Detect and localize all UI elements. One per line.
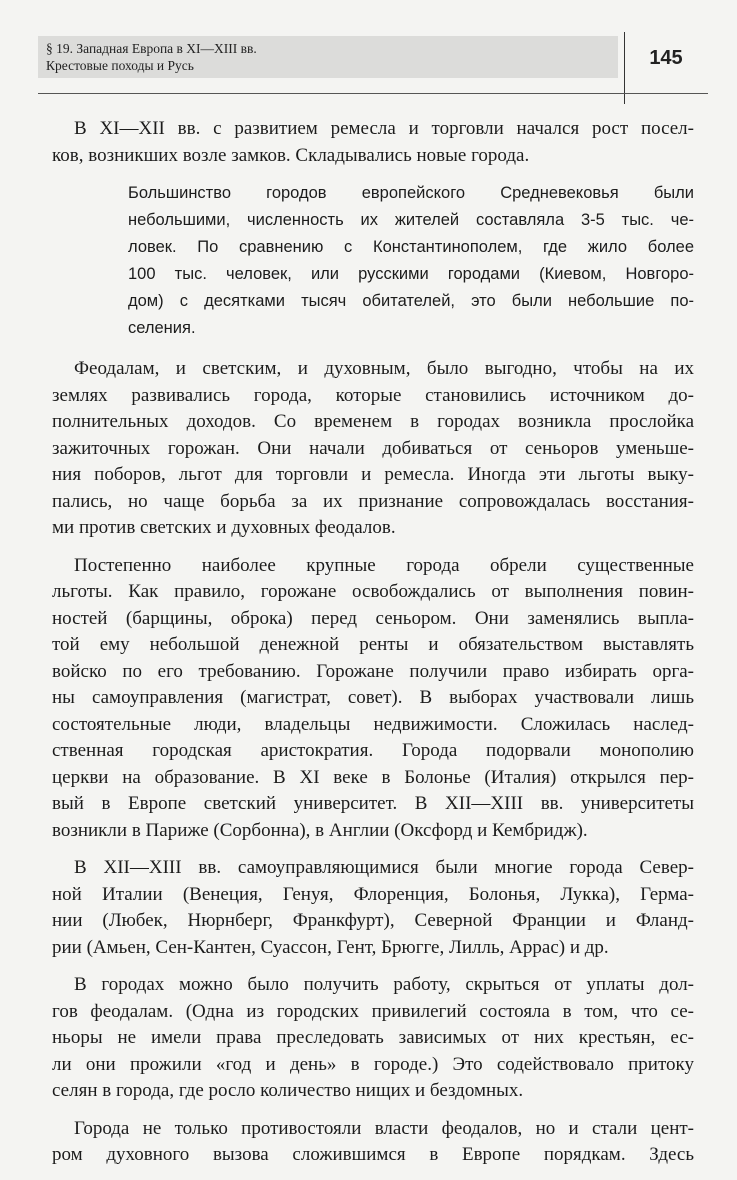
text-line: В XII—XIII вв. самоуправляющимися были многие города Север- [74,857,694,878]
header-rule [38,93,708,94]
callout-line: селения. [128,319,196,337]
text-line: церкви на образование. В XI веке в Болонье (Италия) открылся пер- [52,766,694,788]
callout-line: дом) с десятками тысяч обитателей, это были небольшие по- [128,292,694,310]
text-line: полнительных доходов. Со временем в городах возникла прослойка [52,411,694,432]
section-title: § 19. Западная Европа в XI—XIII вв. [46,41,257,56]
text-line: зажиточных горожан. Они начали добиваться от сеньоров уменьше- [52,437,694,459]
paragraph-selfgoverning-cities [52,855,694,961]
page-body [52,116,694,1180]
text-line: рии (Амьен, Сен-Кантен, Суассон, Гент, Брюгге, Лилль, Аррас) и др. [52,936,609,958]
text-line: возникли в Париже (Сорбонна), в Англии (Оксфорд и Кембридж). [52,819,588,841]
callout-line: 100 тыс. человек, или русскими городами (Киевом, Новгоро- [128,265,694,283]
text-line: ньоры не имели права преследовать зависимых от них крестьян, ес- [52,1027,694,1048]
text-line: ны самоуправления (магистрат, совет). В выборах участвовали лишь [52,687,694,708]
text-line: В XI—XII вв. с развитием ремесла и торговли начался рост посел- [74,118,694,139]
paragraph-privileges [52,553,694,845]
text-line: пались, но чаще борьба за их признание сопровождалась восстания- [52,490,694,512]
text-line: Города не только противостояли власти феодалов, но и стали цент- [74,1117,694,1139]
text-line: ной Италии (Венеция, Генуя, Флоренция, Болонья, Лукка), Герма- [52,883,694,905]
text-line: той ему небольшой денежной ренты и обязательством выставлять [52,634,694,655]
text-line: вый в Европе светский университет. В XII—XIII вв. университеты [52,793,694,814]
text-line: льготы. Как правило, горожане освобождались от выполнения повин- [52,581,694,602]
running-header [38,36,618,78]
paragraph-feudals [52,356,694,542]
intro-paragraph [52,116,694,169]
page-number: 145 [649,47,683,69]
paragraph-refuge [52,972,694,1105]
text-line: ния поборов, льгот для торговли и ремесла. Иногда эти льготы выку- [52,464,694,485]
paragraph-spiritual-challenge [52,1116,694,1169]
text-line: землях развивались города, которые становились источником до- [52,384,694,406]
text-line: состоятельные люди, владельцы недвижимости. Сложилась наслед- [52,713,694,735]
text-line: Постепенно наиболее крупные города обрели существенные [74,554,694,576]
text-line: ми против светских и духовных феодалов. [52,517,396,538]
text-line: войско по его требованию. Горожане получили право избирать орга- [52,660,694,682]
text-line: В городах можно было получить работу, скрыться от уплаты дол- [74,974,694,995]
callout-line: ловек. По сравнению с Константинополем, где жило более [128,238,694,256]
text-line: ли они прожили «год и день» в городе.) Это содействовало притоку [52,1053,694,1075]
text-line: ственная городская аристократия. Города подорвали монополию [52,740,694,761]
text-line: ков, возникших возле замков. Складывались новые города. [52,144,530,166]
text-line: нии (Любек, Нюрнберг, Франкфурт), Северной Франции и Фланд- [52,910,694,931]
text-line: ностей (барщины, оброка) перед сеньором. Они заменялись выпла- [52,607,694,629]
text-line: ром духовного вызова сложившимся в Европе порядкам. Здесь [52,1144,694,1165]
callout-box [128,180,694,342]
text-line: селян в города, где росло количество нищих и бездомных. [52,1080,524,1101]
callout-line: небольшими, численность их жителей составляла 3-5 тыс. че- [128,211,694,229]
text-line: Феодалам, и светским, и духовным, было выгодно, чтобы на их [74,358,694,379]
text-line: гов феодалам. (Одна из городских привилегий состояла в том, что се- [52,1000,694,1022]
section-subtitle: Крестовые походы и Русь [46,58,194,73]
callout-line: Большинство городов европейского Средневековья были [128,184,694,202]
